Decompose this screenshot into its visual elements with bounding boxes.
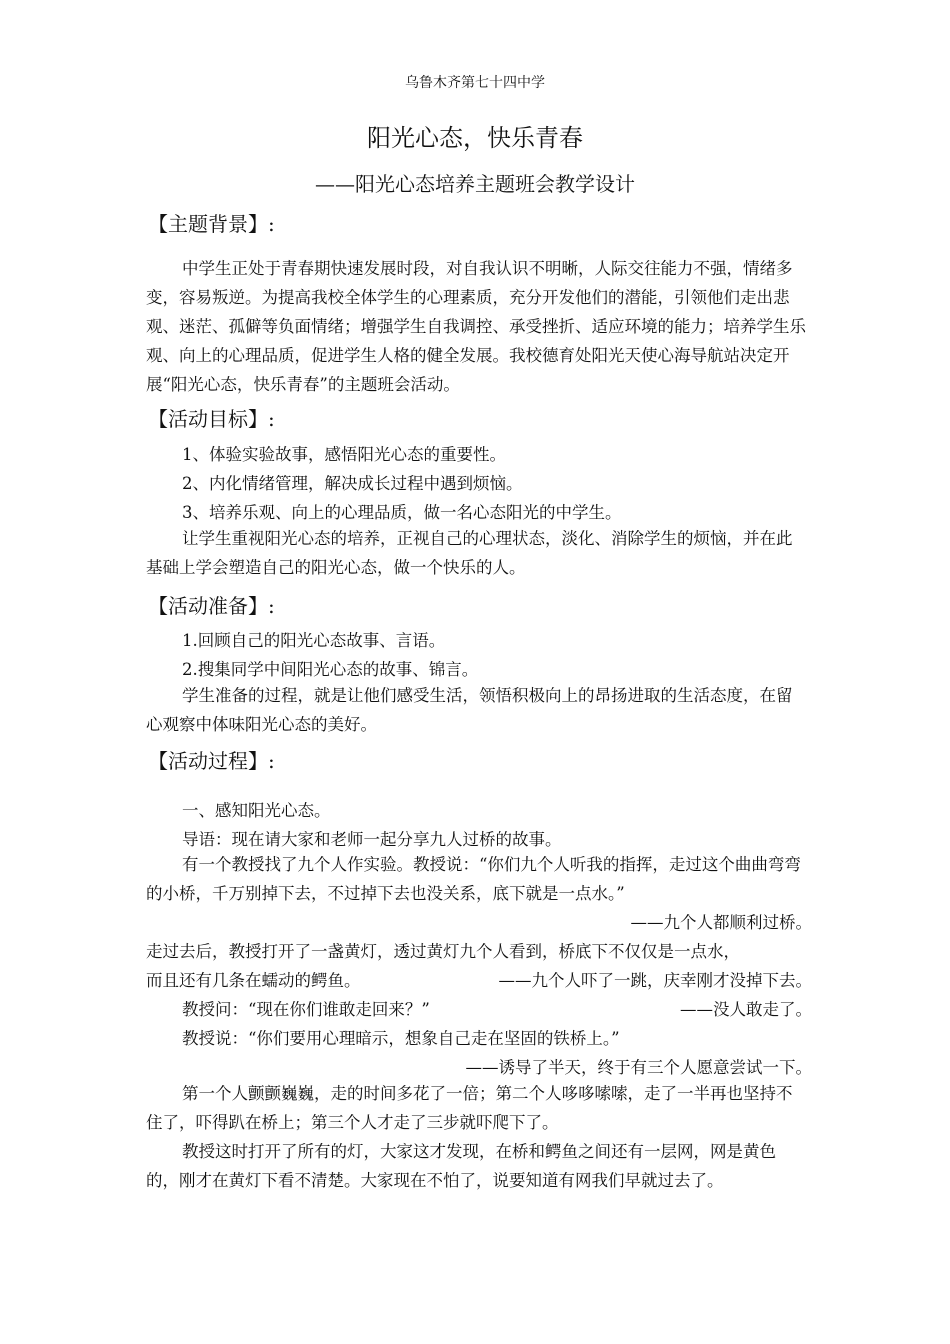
section-heading-background: 【主题背景】: [148,212,275,236]
document-subtitle: ——阳光心态培养主题班会教学设计 [315,172,635,196]
document-title: 阳光心态，快乐青春 [367,124,583,152]
prep-item: 2.搜集同学中间阳光心态的故事、锦言。 [182,660,479,679]
story-outcome: ——九个人吓了一跳，庆幸刚才没掉下去。 [498,971,812,990]
story-line: 而且还有几条在蠕动的鳄鱼。 [146,971,361,990]
section-heading-goals: 【活动目标】: [148,407,275,431]
section-heading-process: 【活动过程】: [148,749,275,773]
goal-item: 1、体验实验故事，感悟阳光心态的重要性。 [182,445,506,464]
story-paragraph: 第一个人颤颤巍巍，走的时间多花了一倍；第二个人哆哆嗦嗦，走了一半再也坚持不住了，吓得趴在桥上；第三个人才走了三步就吓爬下了。 [146,1084,793,1132]
goals-paragraph: 让学生重视阳光心态的培养，正视自己的心理状态，淡化、消除学生的烦恼，并在此基础上学会塑造自己的阳光心态，做一个快乐的人。 [146,529,793,577]
story-line: 教授问：“现在你们谁敢走回来？” [182,1000,430,1019]
background-paragraph: 中学生正处于青春期快速发展时段，对自我认识不明晰，人际交往能力不强，情绪多变，容易叛逆。为提高我校全体学生的心理素质，充分开发他们的潜能，引领他们走出悲观、迷茫、孤僻等负面情绪；增强学生自我调控、承受挫折、适应环境的能力；培养学生乐观、向上的心理品质，促进学生人格的健全发展。我校德育处阳光天使心海导航站决定开展“阳光心态，快乐青春”的主题班会活动。 [146,259,806,394]
prep-item: 1.回顾自己的阳光心态故事、言语。 [182,631,446,650]
story-paragraph: 教授这时打开了所有的灯，大家这才发现，在桥和鳄鱼之间还有一层网，网是黄色的，刚才在黄灯下看不清楚。大家现在不怕了，说要知道有网我们早就过去了。 [146,1142,776,1190]
story-line: 教授说：“你们要用心理暗示，想象自己走在坚固的铁桥上。” [182,1029,620,1048]
story-outcome: ——没人敢走了。 [680,1000,812,1019]
process-step-heading: 一、感知阳光心态。 [182,801,331,820]
section-heading-prep: 【活动准备】: [148,594,275,618]
goal-item: 3、培养乐观、向上的心理品质，做一名心态阳光的中学生。 [182,503,622,522]
prep-paragraph: 学生准备的过程，就是让他们感受生活，领悟积极向上的昂扬进取的生活态度，在留心观察中体味阳光心态的美好。 [146,686,793,734]
story-outcome: ——诱导了半天，终于有三个人愿意尝试一下。 [465,1058,812,1077]
story-outcome: ——九个人都顺利过桥。 [630,913,812,932]
page-header: 乌鲁木齐第七十四中学 [405,75,545,91]
process-intro: 导语：现在请大家和老师一起分享九人过桥的故事。 [182,830,562,849]
goal-item: 2、内化情绪管理，解决成长过程中遇到烦恼。 [182,474,523,493]
story-paragraph: 有一个教授找了九个人作实验。教授说：“你们九个人听我的指挥，走过这个曲曲弯弯的小桥，千万别掉下去，不过掉下去也没关系，底下就是一点水。” [146,855,801,903]
story-line: 走过去后，教授打开了一盏黄灯，透过黄灯九个人看到，桥底下不仅仅是一点水， [146,942,740,961]
